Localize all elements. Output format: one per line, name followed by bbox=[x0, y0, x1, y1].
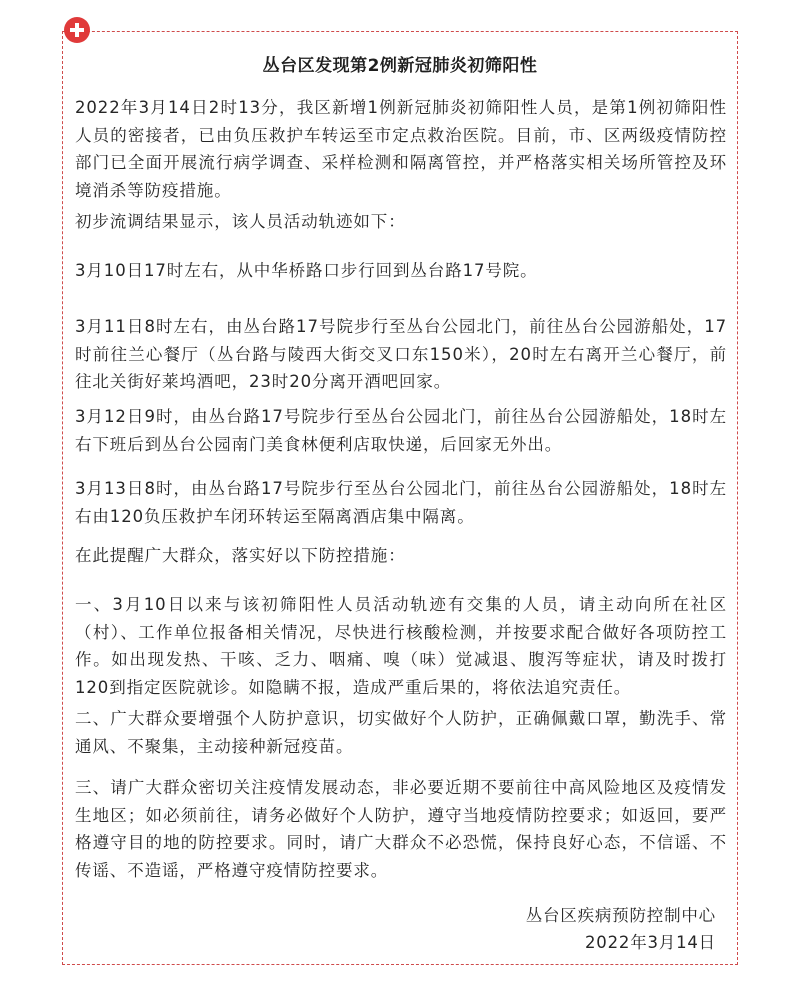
paragraph-march-12: 3月12日9时，由丛台路17号院步行至丛台公园北门，前往丛台公园游船处，18时左右下班后到丛台公园南门美食林便利店取快递，后回家无外出。 bbox=[75, 407, 727, 454]
paragraph-measure-1: 一、3月10日以来与该初筛阳性人员活动轨迹有交集的人员，请主动向所在社区（村）、工作单位报备相关情况，尽快进行核酸检测，并按要求配合做好各项防控工作。如出现发热、干咳、乏力、咽痛、嗅（味）觉减退、腹泻等症状，请及时拨打120到指定医院就诊。如隐瞒不报，造成严重后果的，将依法追究责任。 bbox=[75, 595, 727, 697]
paragraph-measure-3: 三、请广大群众密切关注疫情发展动态，非必要近期不要前往中高风险地区及疫情发生地区；如必须前往，请务必做好个人防护，遵守当地疫情防控要求；如返回，要严格遵守目的地的防控要求。同时，请广大群众不必恐慌，保持良好心态，不信谣、不传谣、不造谣，严格遵守疫情防控要求。 bbox=[75, 778, 727, 880]
signature-date: 2022年3月14日 bbox=[585, 933, 716, 952]
paragraph-march-10: 3月10日17时左右，从中华桥路口步行回到丛台路17号院。 bbox=[75, 261, 538, 280]
paragraph-intro: 2022年3月14日2时13分，我区新增1例新冠肺炎初筛阳性人员，是第1例初筛阳性人员的密接者，已由负压救护车转运至市定点救治医院。目前，市、区两级疫情防控部门已全面开展流行病学调查、采样检测和隔离管控，并严格落实相关场所管控及环境消杀等防疫措施。 bbox=[75, 98, 727, 200]
paragraph-measure-2: 二、广大群众要增强个人防护意识，切实做好个人防护，正确佩戴口罩，勤洗手、常通风、不聚集，主动接种新冠疫苗。 bbox=[75, 709, 727, 756]
paragraph-march-13: 3月13日8时，由丛台路17号院步行至丛台公园北门，前往丛台公园游船处，18时左右由120负压救护车闭环转运至隔离酒店集中隔离。 bbox=[75, 479, 727, 526]
paragraph-trajectory-intro: 初步流调结果显示，该人员活动轨迹如下： bbox=[75, 212, 406, 231]
paragraph-reminder: 在此提醒广大群众，落实好以下防控措施： bbox=[75, 546, 406, 565]
red-cross-icon bbox=[64, 17, 90, 43]
document-title: 丛台区发现第2例新冠肺炎初筛阳性 bbox=[262, 56, 538, 76]
paragraph-march-11: 3月11日8时左右，由丛台路17号院步行至丛台公园北门，前往丛台公园游船处，17时前往兰心餐厅（丛台路与陵西大街交叉口东150米），20时左右离开兰心餐厅，前往北关街好莱坞酒吧，23时20分离开酒吧回家。 bbox=[75, 317, 727, 391]
signature-organization: 丛台区疾病预防控制中心 bbox=[525, 906, 716, 925]
